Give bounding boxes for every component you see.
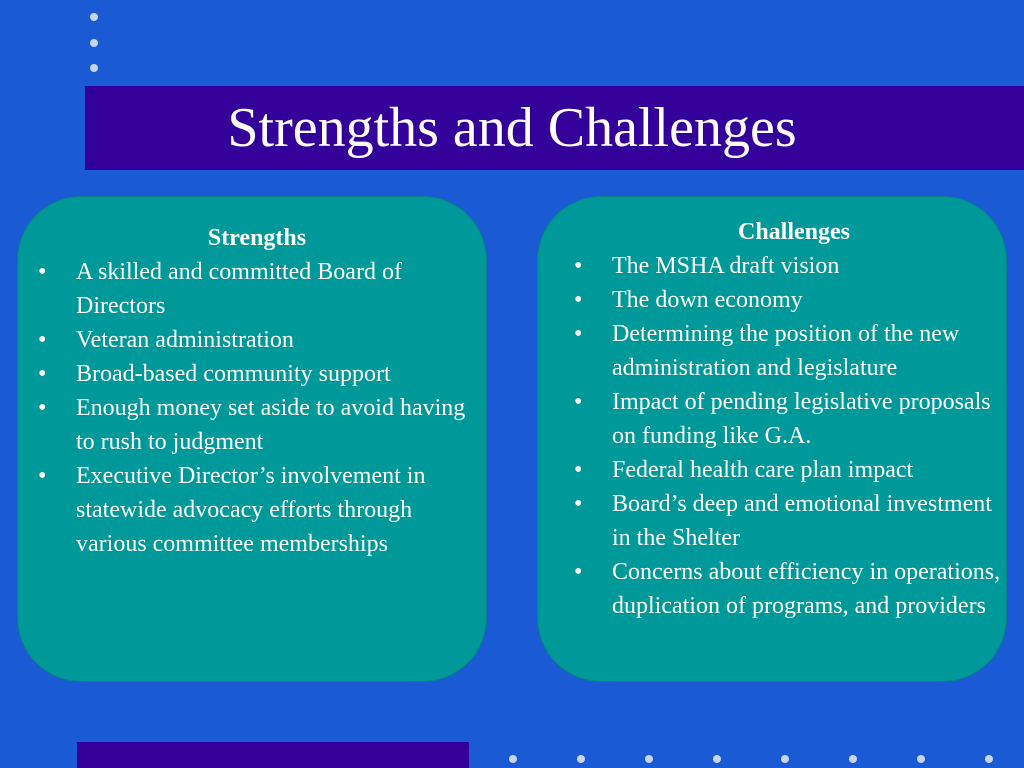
list-item: • Board’s deep and emotional investment in the Shelter [574, 487, 1014, 555]
decorative-dot [713, 755, 721, 763]
decorative-dot [90, 13, 98, 21]
challenges-heading: Challenges [737, 219, 850, 245]
decorative-dot [917, 755, 925, 763]
list-item: • Federal health care plan impact [574, 453, 1014, 487]
decorative-dot [781, 755, 789, 763]
list-item: • Concerns about efficiency in operations, duplication of programs, and providers [574, 555, 1014, 623]
list-item: • Executive Director’s involvement in statewide advocacy efforts through various committee memberships [38, 459, 478, 561]
decorative-dot [985, 755, 993, 763]
list-item: • The MSHA draft vision [574, 249, 1014, 283]
list-item: • Broad-based community support [38, 357, 478, 391]
decorative-dot [509, 755, 517, 763]
list-item: • The down economy [574, 283, 1014, 317]
strengths-heading: Strengths [207, 225, 307, 251]
bottom-band [77, 742, 469, 768]
decorative-dot [90, 64, 98, 72]
list-item: • Veteran administration [38, 323, 478, 357]
decorative-dot [90, 39, 98, 47]
challenges-panel [537, 196, 1007, 682]
list-item: • Determining the position of the new administration and legislature [574, 317, 1014, 385]
challenges-list [574, 249, 1014, 623]
decorative-dot [577, 755, 585, 763]
decorative-dot [849, 755, 857, 763]
strengths-panel [17, 196, 487, 682]
strengths-list [38, 255, 478, 561]
slide-title: Strengths and Challenges [227, 97, 797, 159]
decorative-dot [645, 755, 653, 763]
list-item: • Impact of pending legislative proposals on funding like G.A. [574, 385, 1014, 453]
list-item: • Enough money set aside to avoid having to rush to judgment [38, 391, 478, 459]
list-item: • A skilled and committed Board of Directors [38, 255, 478, 323]
